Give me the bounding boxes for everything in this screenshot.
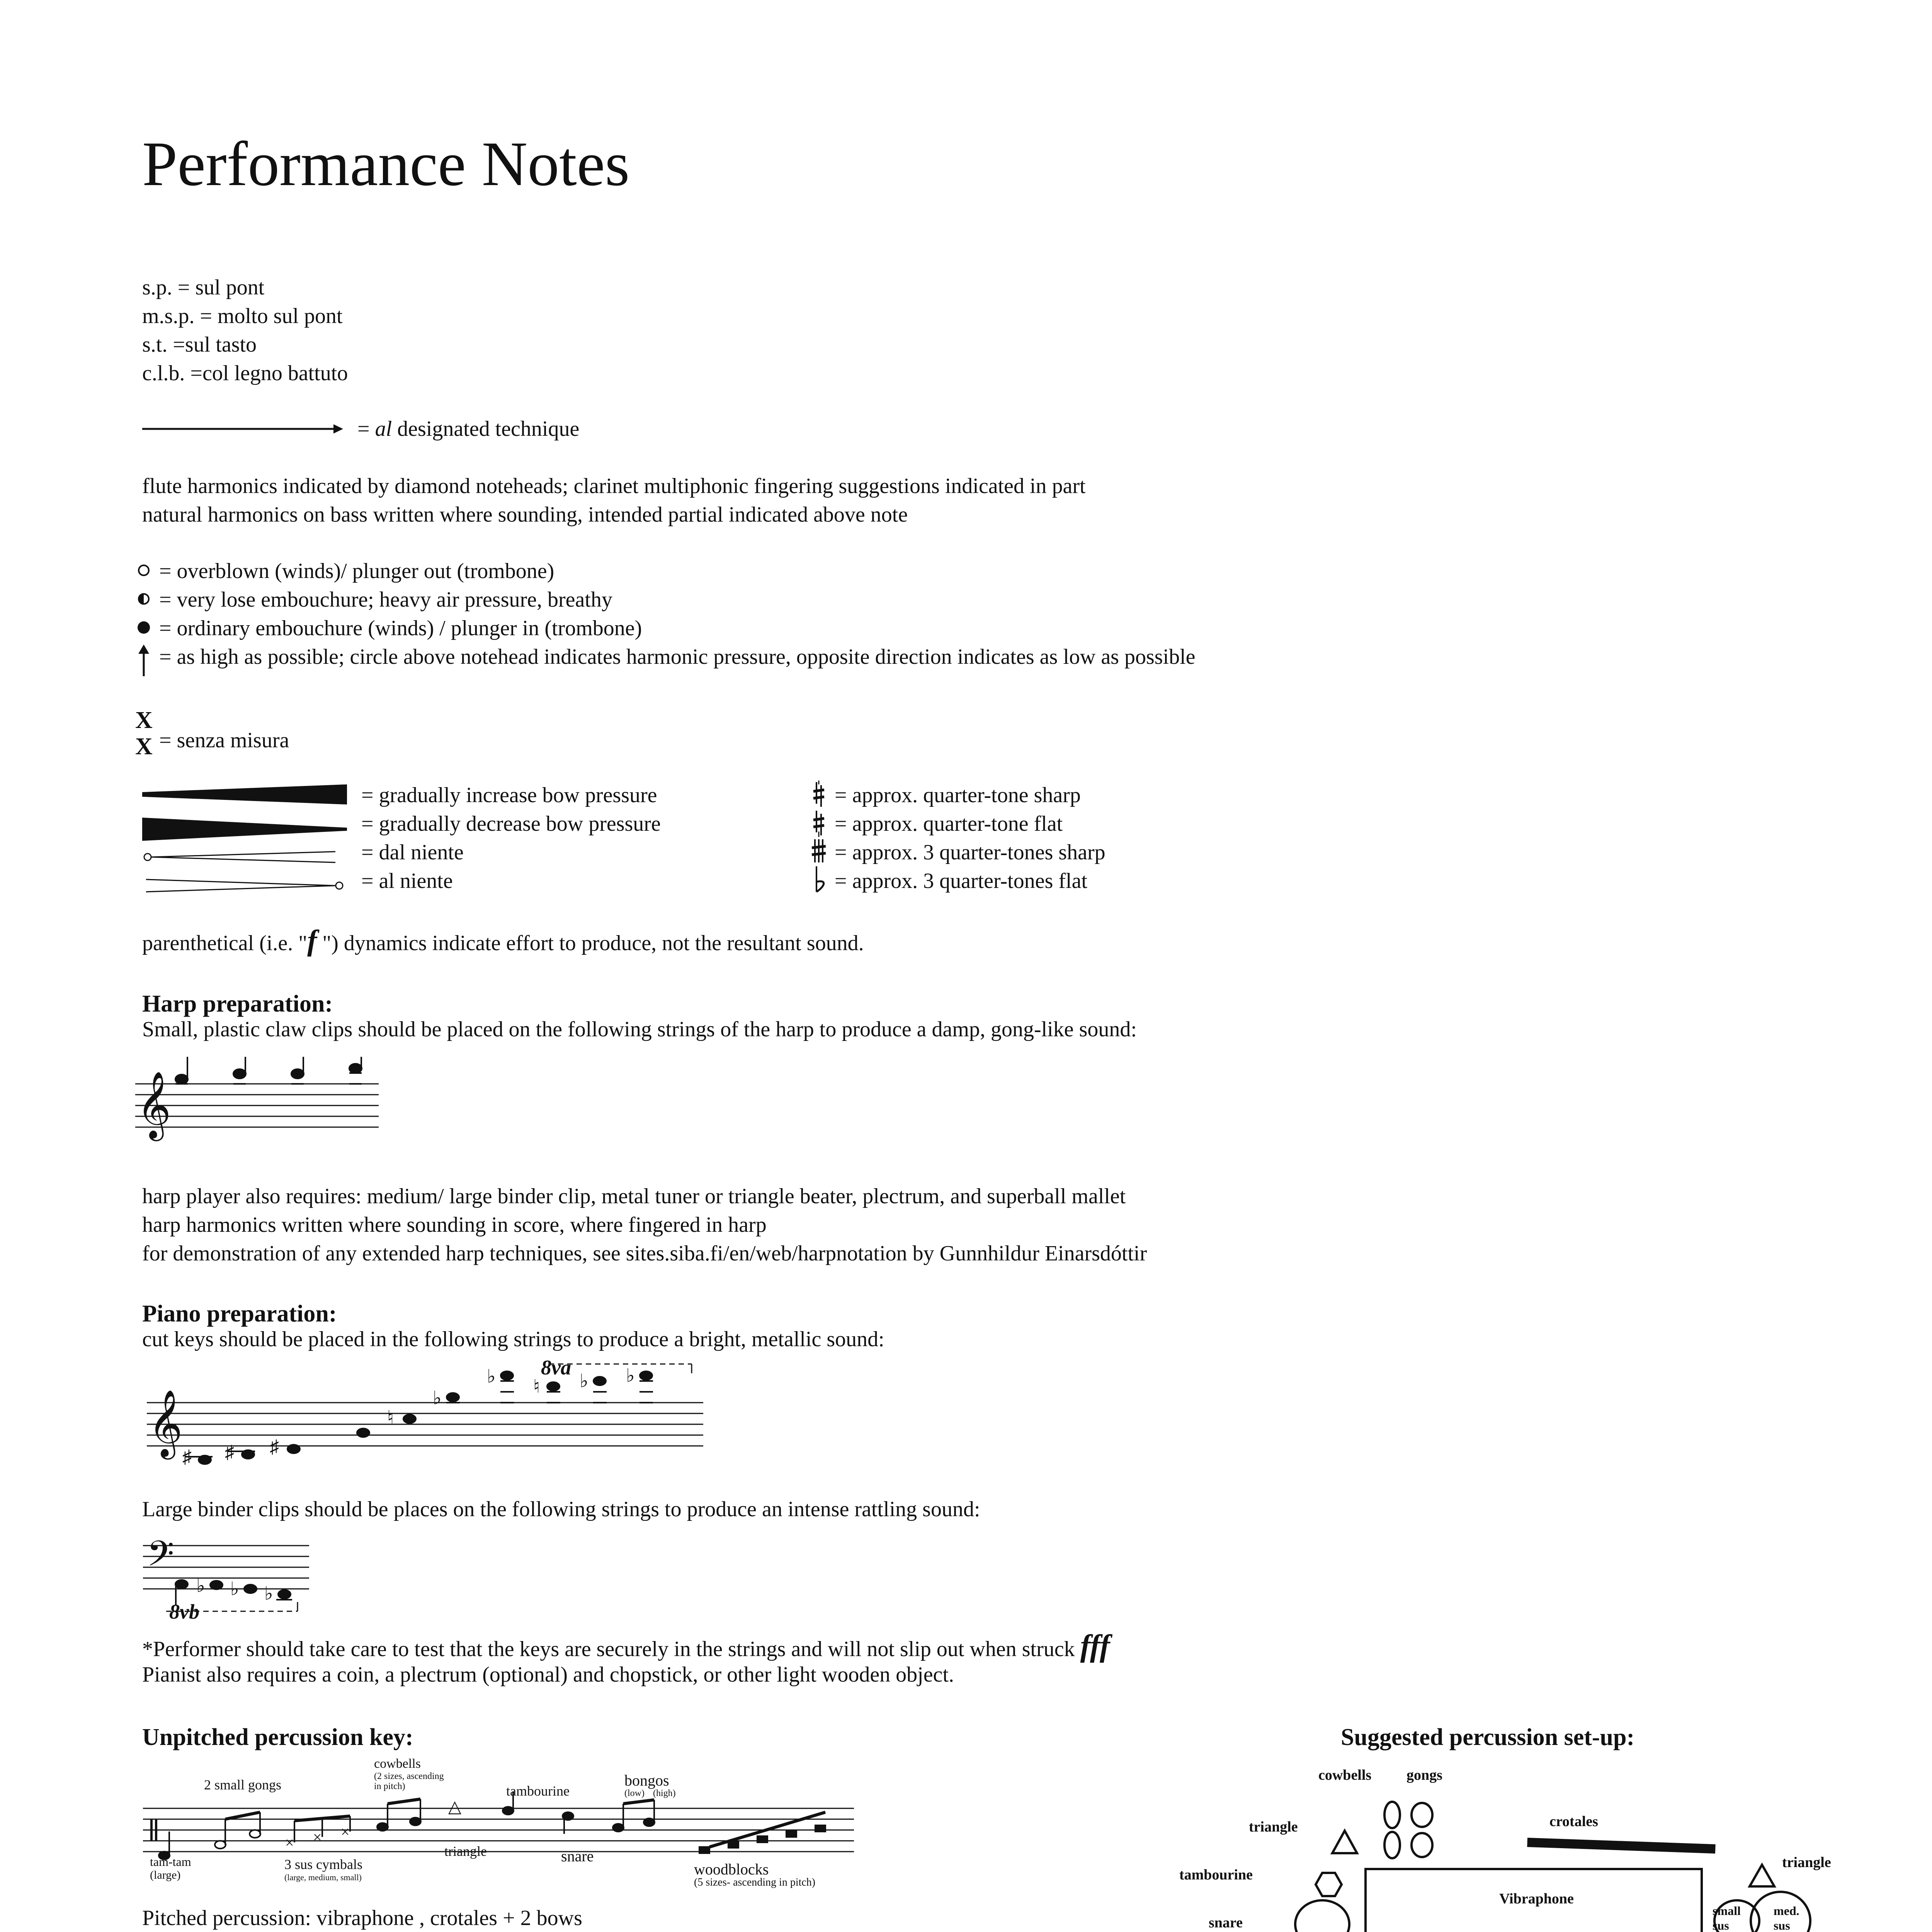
label-sus-cymbals-note: (large, medium, small) [284, 1872, 362, 1882]
increase-pressure-wedge [142, 784, 347, 804]
label-snare: snare [561, 1847, 594, 1865]
piano-binder-clips-staff [143, 1530, 313, 1619]
svg-text:♯: ♯ [182, 1447, 192, 1467]
svg-text:♮: ♮ [387, 1407, 394, 1428]
treble-clef-icon: 𝄞 [148, 1391, 183, 1456]
setup-label-snare: snare [1209, 1915, 1243, 1931]
senza-misura-symbol: X X [135, 707, 153, 760]
accidental-quarter-flat: = approx. quarter-tone flat [835, 812, 1063, 836]
quarter-tone-accidentals [810, 781, 829, 896]
open-circle-icon [136, 563, 151, 578]
label-bongos-low: (low) [624, 1788, 645, 1798]
label-sus-cymbals: 3 sus cymbals [284, 1857, 362, 1872]
harp-intro: Small, plastic claw clips should be placed on the following strings of the harp to produce a damp, gong-like sound: [142, 1017, 1137, 1041]
label-woodblocks: woodblocks [694, 1861, 769, 1878]
abbrev-clb: c.l.b. =col legno battuto [142, 361, 348, 385]
cowbell-icon [1412, 1833, 1432, 1857]
label-woodblocks-note: (5 sizes- ascending in pitch) [694, 1876, 816, 1888]
svg-text:×: × [285, 1834, 294, 1851]
label-tam-tam: tam-tam [150, 1855, 191, 1869]
parenthetical-dynamics-note: parenthetical (i.e. "f ") dynamics indicate effort to produce, not the resultant sound. [142, 924, 864, 957]
abbrev-msp: m.s.p. = molto sul pont [142, 304, 343, 328]
crotales-bar [1527, 1838, 1716, 1854]
harp-staff [135, 1057, 383, 1146]
bass-harmonics-note: natural harmonics on bass written where sounding, intended partial indicated above note [142, 503, 908, 527]
accidental-quarter-sharp: = approx. quarter-tone sharp [835, 783, 1081, 807]
triangle-icon [1750, 1865, 1774, 1886]
hairpin-decrease-text: = gradually decrease bow pressure [361, 812, 661, 836]
svg-text:♭: ♭ [626, 1366, 635, 1386]
label-cowbells: cowbells [374, 1757, 421, 1771]
harp-heading: Harp preparation: [142, 991, 333, 1017]
svg-text:♭: ♭ [264, 1583, 273, 1604]
harp-demonstration-link: for demonstration of any extended harp techniques, see sites.siba.fi/en/web/harpnotation by Gunnhildur Einarsdóttir [142, 1242, 1147, 1265]
accidental-three-quarter-sharp: = approx. 3 quarter-tones sharp [835, 840, 1105, 864]
svg-text:×: × [313, 1828, 322, 1846]
label-tambourine: tambourine [506, 1783, 570, 1799]
piano-warning: *Performer should take care to test that the keys are securely in the strings and will not slip out when struck fff [142, 1629, 1110, 1663]
embouchure-overblown: = overblown (winds)/ plunger out (trombone) [159, 559, 554, 583]
label-triangle: triangle [444, 1844, 487, 1859]
al-niente-hairpin [146, 879, 343, 892]
triangle-icon [1332, 1831, 1357, 1853]
hairpin-al-niente-text: = al niente [361, 869, 453, 893]
abbrev-st: s.t. =sul tasto [142, 333, 257, 357]
piano-cut-keys-staff [147, 1360, 711, 1468]
setup-heading: Suggested percussion set-up: [1341, 1724, 1635, 1750]
quarter-flat-icon [813, 811, 824, 837]
svg-text:♮: ♮ [533, 1376, 540, 1397]
hairpin-symbols [142, 784, 351, 896]
harp-requirements: harp player also requires: medium/ large binder clip, metal tuner or triangle beater, plectrum, and superball mallet [142, 1184, 1126, 1208]
svg-text:♭: ♭ [487, 1366, 496, 1387]
hairpin-dal-niente-text: = dal niente [361, 840, 464, 864]
bass-clef-icon: 𝄢 [147, 1535, 174, 1582]
piano-heading: Piano preparation: [142, 1301, 337, 1327]
ottava-bassa-marking: 8vb [169, 1600, 199, 1623]
decrease-pressure-wedge [142, 818, 347, 841]
binder-clips-intro: Large binder clips should be places on the following strings to produce an intense rattling sound: [142, 1497, 980, 1521]
svg-text:△: △ [448, 1797, 461, 1816]
svg-text:♭: ♭ [196, 1576, 205, 1596]
svg-text:♯: ♯ [270, 1437, 279, 1457]
arrow-note: = al designated technique [357, 417, 580, 441]
gong-icon [1384, 1832, 1400, 1858]
label-tam-tam-note: (large) [150, 1869, 181, 1881]
three-quarter-flat-icon [816, 866, 824, 892]
abbrev-sp: s.p. = sul pont [142, 276, 265, 299]
technique-arrow-icon [142, 421, 343, 437]
ottava-marking: 8va [541, 1356, 571, 1379]
setup-label-vibraphone: Vibraphone [1499, 1891, 1574, 1907]
embouchure-high: = as high as possible; circle above notehead indicates harmonic pressure, opposite direction indicates as low as possible [159, 645, 1196, 669]
treble-clef-icon: 𝄞 [137, 1073, 171, 1137]
half-circle-icon [136, 591, 151, 607]
label-small-gongs: 2 small gongs [204, 1777, 282, 1793]
svg-text:♭: ♭ [230, 1579, 239, 1599]
label-bongos-high: (high) [653, 1788, 676, 1798]
filled-circle-icon [136, 620, 151, 635]
dal-niente-hairpin [144, 852, 335, 862]
pitched-percussion-note: Pitched percussion: vibraphone , crotales + 2 bows [142, 1906, 582, 1930]
setup-label-med-sus: med. sus [1774, 1904, 1799, 1932]
svg-text:♯: ♯ [225, 1442, 234, 1463]
gong-icon [1384, 1802, 1400, 1828]
up-arrow-icon [136, 643, 151, 678]
svg-text:×: × [341, 1823, 350, 1840]
label-cowbells-note: (2 sizes, ascending in pitch) [374, 1771, 444, 1791]
piano-requirements: Pianist also requires a coin, a plectrum (optional) and chopstick, or other light wooden object. [142, 1663, 954, 1687]
tambourine-icon [1316, 1873, 1342, 1896]
snare-icon [1295, 1900, 1349, 1932]
setup-label-gongs: gongs [1406, 1767, 1442, 1783]
setup-label-triangle-right: triangle [1782, 1854, 1831, 1871]
svg-text:♭: ♭ [580, 1371, 588, 1391]
cowbell-icon [1412, 1803, 1432, 1827]
setup-label-crotales: crotales [1549, 1813, 1598, 1830]
page-title: Performance Notes [142, 129, 630, 199]
accidental-three-quarter-flat: = approx. 3 quarter-tones flat [835, 869, 1088, 893]
percussion-key-heading: Unpitched percussion key: [142, 1724, 413, 1750]
setup-label-cowbells: cowbells [1318, 1767, 1372, 1783]
three-quarter-sharp-icon [812, 839, 826, 862]
senza-misura-text: = senza misura [159, 728, 289, 752]
harp-harmonics-note: harp harmonics written where sounding in score, where fingered in harp [142, 1213, 767, 1237]
flute-harmonics-note: flute harmonics indicated by diamond noteheads; clarinet multiphonic fingering suggestions indicated in part [142, 474, 1086, 498]
setup-label-triangle-left: triangle [1249, 1819, 1298, 1835]
svg-text:♭: ♭ [433, 1388, 442, 1408]
quarter-sharp-icon [813, 781, 824, 807]
hairpin-increase-text: = gradually increase bow pressure [361, 783, 657, 807]
embouchure-ordinary: = ordinary embouchure (winds) / plunger in (trombone) [159, 616, 642, 640]
embouchure-lose: = very lose embouchure; heavy air pressure, breathy [159, 588, 612, 612]
label-bongos: bongos [624, 1772, 669, 1789]
piano-intro: cut keys should be placed in the following strings to produce a bright, metallic sound: [142, 1327, 884, 1351]
setup-label-small-sus: small sus [1713, 1904, 1741, 1932]
setup-label-tambourine: tambourine [1179, 1867, 1253, 1883]
